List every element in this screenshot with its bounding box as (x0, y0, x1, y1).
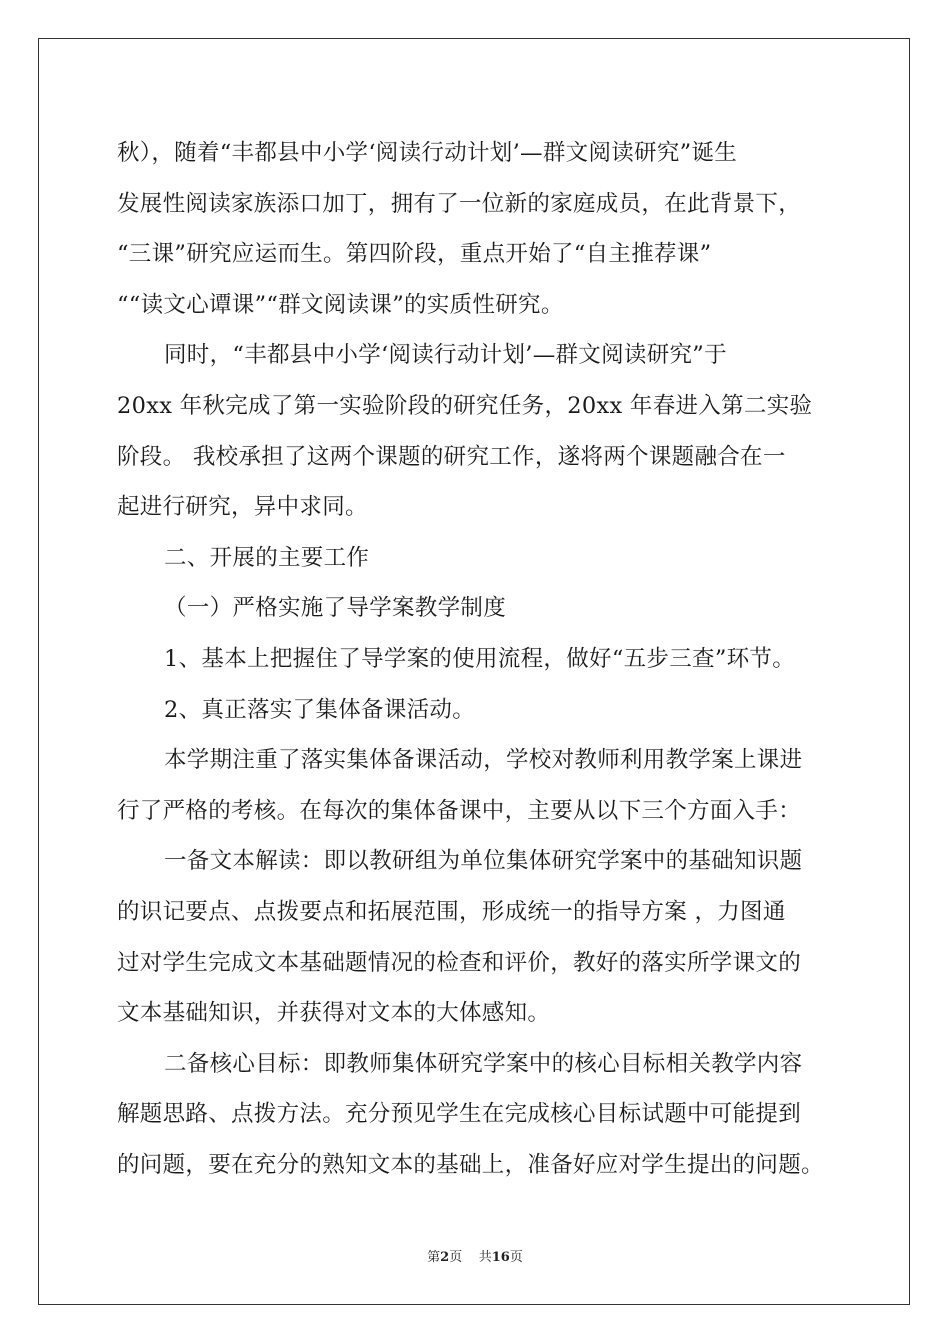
paragraph-line: 文本基础知识，并获得对文本的大体感知。 (117, 1000, 551, 1027)
paragraph-line: 同时，“丰都县中小学‘阅读行动计划’—群文阅读研究”于 (164, 342, 727, 369)
section-heading: 二、开展的主要工作 (164, 544, 370, 571)
paragraph-line: 秋），随着“丰都县中小学‘阅读行动计划’—群文阅读研究”诞生 (117, 140, 738, 166)
total-page-count: 16 (491, 1250, 510, 1265)
list-item: 2、真正落实了集体备课活动。 (164, 696, 476, 723)
paragraph-line: 二备核心目标：即教师集体研究学案中的核心目标相关教学内容 (164, 1050, 803, 1077)
paragraph-line: 解题思路、点拨方法。充分预见学生在完成核心目标试题中可能提到 (117, 1101, 802, 1128)
subsection-heading: （一）严格实施了导学案教学制度 (164, 595, 507, 622)
paragraph-line: 一备文本解读：即以教研组为单位集体研究学案中的基础知识题 (164, 848, 803, 875)
paragraph-line: 的识记要点、点拨要点和拓展范围，形成统一的指导方案 ，力图通 (117, 898, 786, 925)
page-label-prefix: 第 (427, 1250, 441, 1265)
total-label-prefix: 共 (478, 1250, 492, 1265)
page-footer (0, 1246, 950, 1265)
paragraph-line: 本学期注重了落实集体备课活动，学校对教师利用教学案上课进 (164, 747, 803, 774)
paragraph-line: “三课”研究应运而生。第四阶段，重点开始了“自主推荐课” (117, 241, 712, 268)
page-label-suffix: 页 (449, 1250, 463, 1265)
paragraph-line: 的问题，要在充分的熟知文本的基础上，准备好应对学生提出的问题。 (117, 1151, 824, 1178)
current-page-number: 2 (440, 1250, 450, 1265)
paragraph-line: 阶段。 我校承担了这两个课题的研究工作，遂将两个课题融合在一 (117, 443, 786, 470)
paragraph-line: 20xx 年秋完成了第一实验阶段的研究任务，20xx 年春进入第二实验 (117, 392, 813, 419)
document-body (117, 128, 837, 1190)
paragraph-line: ““读文心谭课”“群文阅读课”的实质性研究。 (117, 291, 564, 318)
paragraph-line: 起进行研究，异中求同。 (117, 494, 368, 521)
total-label-suffix: 页 (509, 1250, 523, 1265)
list-item: 1、基本上把握住了导学案的使用流程，做好“五步三查”环节。 (164, 645, 796, 672)
paragraph-line: 过对学生完成文本基础题情况的检查和评价，教好的落实所学课文的 (117, 949, 802, 976)
paragraph-line: 行了严格的考核。在每次的集体备课中，主要从以下三个方面入手： (117, 797, 802, 824)
paragraph-line: 发展性阅读家族添口加丁，拥有了一位新的家庭成员，在此背景下， (117, 190, 802, 217)
